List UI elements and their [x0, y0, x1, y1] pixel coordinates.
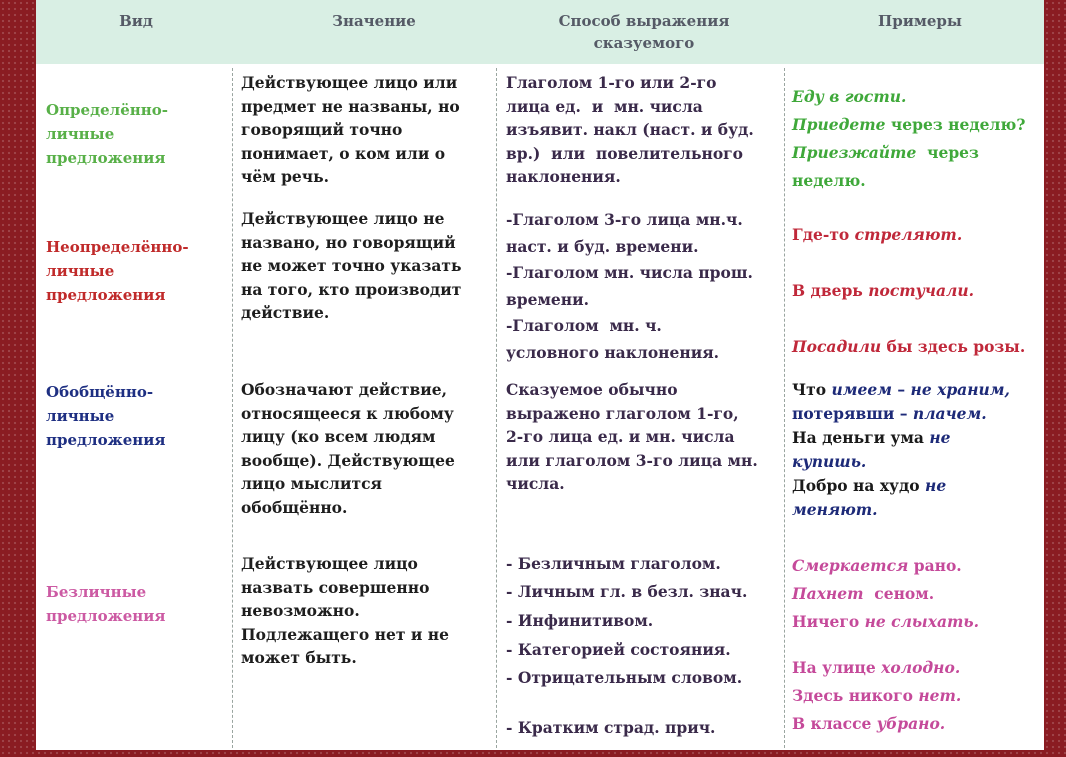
example-keyword: плачем.	[912, 404, 987, 423]
example-text: сеном.	[863, 584, 935, 603]
method-cell: -Глаголом 3-го лица мн.ч. наст. и буд. времени. -Глаголом мн. числа прош. времени. -Глаголом мн. ч. условного наклонения.	[506, 210, 753, 362]
example-line	[792, 167, 1025, 195]
example-line	[792, 402, 1010, 426]
header-predicate-method: Способ выражения сказуемого	[558, 12, 730, 52]
example-keyword: имеем	[831, 380, 892, 399]
example-text: через	[916, 143, 979, 162]
example-keyword: Пахнет	[792, 584, 864, 603]
kind-indefinite-personal: Неопределённо- личные предложения	[46, 238, 189, 304]
example-keyword: холодно.	[881, 658, 961, 677]
column-divider	[232, 68, 234, 748]
example-keyword: стреляют.	[854, 225, 963, 244]
example-line	[792, 682, 979, 710]
example-text: –	[891, 380, 911, 399]
example-text: неделю.	[792, 171, 866, 190]
meaning-cell: Действующее лицо назвать совершенно невозможно. Подлежащего нет и не может быть.	[241, 554, 449, 667]
example-text: Что	[792, 380, 832, 399]
example-line	[792, 83, 1025, 111]
example-text: Ничего	[792, 612, 865, 631]
example-text: На деньги ума	[792, 428, 930, 447]
meaning-cell: Обозначают действие, относящееся к любому лицу (ко всем людям вообще). Действующее лицо мыслится обобщённо.	[241, 380, 455, 517]
example-keyword: не храним,	[910, 380, 1010, 399]
example-keyword: убрано.	[876, 714, 946, 733]
example-keyword: Приезжайте	[792, 143, 917, 162]
example-keyword: постучали.	[868, 281, 975, 300]
example-line	[792, 580, 979, 608]
example-line	[792, 263, 1025, 319]
example-line	[792, 426, 1010, 450]
meaning-cell: Действующее лицо не названо, но говорящий не может точно указать на того, кто производит действие.	[241, 209, 462, 322]
example-keyword: не слыхать.	[864, 612, 980, 631]
example-text: –	[894, 404, 913, 423]
example-line	[792, 710, 979, 738]
examples-cell	[792, 378, 1010, 522]
example-line	[792, 474, 1010, 498]
examples-cell	[792, 552, 979, 738]
method-cell: - Безличным глаголом. - Личным гл. в безл. знач. - Инфинитивом. - Категорией состояния. - Отрицательным словом. - Кратким страд. прич.	[506, 554, 748, 737]
example-text: На улице	[792, 658, 882, 677]
example-text: через неделю?	[885, 115, 1026, 134]
examples-cell	[792, 207, 1025, 375]
example-text: бы здесь розы.	[881, 337, 1026, 356]
example-line	[792, 608, 979, 636]
method-cell: Сказуемое обычно выражено глаголом 1-го, 2-го лица ед. и мн. числа или глаголом 3-го лица мн. числа.	[506, 380, 758, 493]
example-text: Добро на худо	[792, 476, 926, 495]
example-line	[792, 111, 1025, 139]
example-line	[792, 498, 1010, 522]
example-line	[792, 552, 979, 580]
table-header	[36, 0, 1044, 64]
example-keyword: Смеркается	[792, 556, 909, 575]
example-keyword: Приедете	[792, 115, 886, 134]
example-text: Здесь никого	[792, 686, 919, 705]
column-divider	[784, 68, 786, 748]
example-keyword: купишь.	[792, 452, 867, 471]
header-meaning: Значение	[332, 12, 416, 30]
example-line	[792, 139, 1025, 167]
example-text: В классе	[792, 714, 877, 733]
example-line	[792, 378, 1010, 402]
rules-table	[36, 0, 1044, 750]
example-keyword: Еду в гости.	[792, 87, 907, 106]
example-line	[792, 450, 1010, 474]
method-cell: Глаголом 1-го или 2-го лица ед. и мн. числа изъявит. накл (наст. и буд. вр.) или повелительного наклонения.	[506, 73, 754, 186]
kind-generalized-personal: Обобщённо- личные предложения	[46, 383, 166, 449]
example-keyword: Посадили	[792, 337, 882, 356]
example-keyword: нет.	[918, 686, 962, 705]
examples-cell	[792, 83, 1025, 195]
example-text: Где-то	[792, 225, 855, 244]
kind-impersonal: Безличные предложения	[46, 583, 166, 625]
example-keyword: не	[929, 428, 951, 447]
example-text: В дверь	[792, 281, 869, 300]
example-line	[792, 319, 1025, 375]
example-line	[792, 654, 979, 682]
column-divider	[496, 68, 498, 748]
header-examples: Примеры	[878, 12, 962, 30]
kind-definite-personal: Определённо- личные предложения	[46, 101, 168, 167]
example-line	[792, 207, 1025, 263]
example-text: рано.	[908, 556, 962, 575]
example-keyword: не	[925, 476, 947, 495]
header-kind: Вид	[119, 12, 153, 30]
example-text: потерявши	[792, 404, 895, 423]
example-keyword: меняют.	[792, 500, 878, 519]
meaning-cell: Действующее лицо или предмет не названы, но говорящий точно понимает, о ком или о чём речь.	[241, 73, 460, 186]
